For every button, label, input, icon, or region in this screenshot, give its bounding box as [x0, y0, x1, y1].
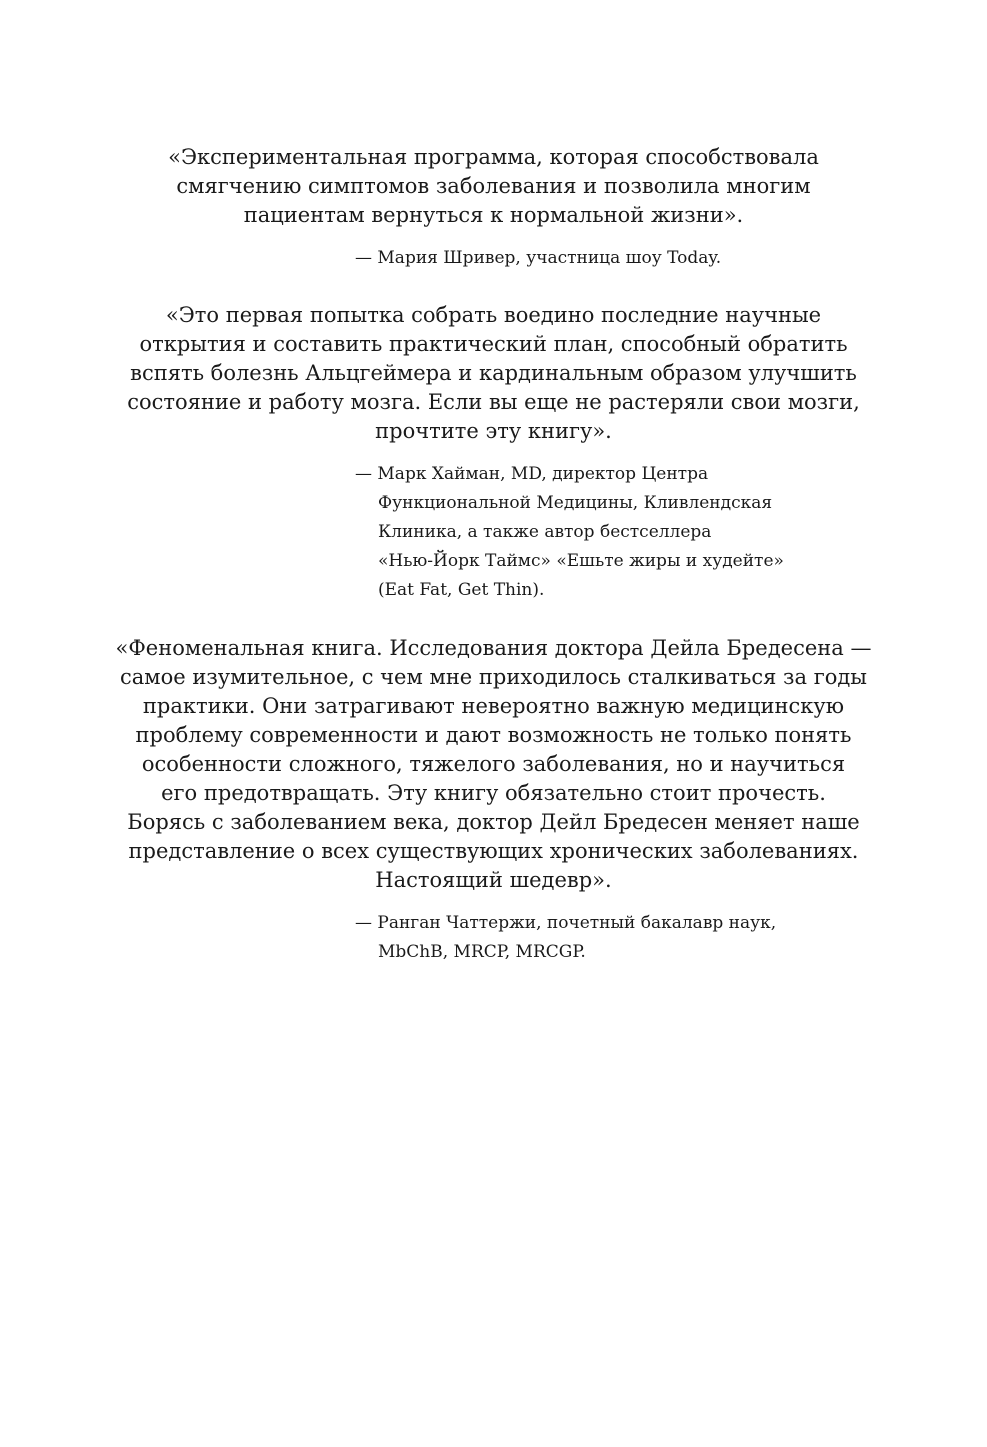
- quote-line: особенности сложного, тяжелого заболевания, но и научиться: [141, 752, 846, 776]
- quote-line: «Это первая попытка собрать воедино последние научные: [165, 303, 822, 327]
- attribution-line: — Ранган Чаттержи, почетный бакалавр наук,: [355, 913, 777, 933]
- testimonial-quote-3: [110, 634, 877, 895]
- quote-line: пациентам вернуться к нормальной жизни».: [243, 203, 744, 227]
- quote-line: Настоящий шедевр».: [375, 868, 612, 892]
- attribution-line: Клиника, а также автор бестселлера: [378, 522, 712, 542]
- quote-line: открытия и составить практический план, способный обратить: [139, 332, 848, 356]
- attribution-line: — Марк Хайман, MD, директор Центра: [355, 464, 709, 484]
- quote-line: «Экспериментальная программа, которая способствовала: [168, 145, 819, 169]
- testimonial-attribution-3: [355, 909, 776, 967]
- quote-line: прочтите эту книгу».: [375, 419, 612, 443]
- quote-line: самое изумительное, с чем мне приходилось сталкиваться за годы: [119, 665, 867, 689]
- testimonial-attribution-1: [355, 244, 721, 273]
- quote-line: состояние и работу мозга. Если вы еще не растеряли свои мозги,: [127, 390, 860, 414]
- attribution-line: «Нью-Йорк Таймс» «Ешьте жиры и худейте»: [378, 551, 784, 571]
- quote-line: Борясь с заболеванием века, доктор Дейл Бредесен меняет наше: [127, 810, 860, 834]
- quote-line: смягчению симптомов заболевания и позволила многим: [176, 174, 811, 198]
- quote-line: проблему современности и дают возможность не только понять: [135, 723, 852, 747]
- quote-line: вспять болезнь Альцгеймера и кардинальным образом улучшить: [130, 361, 857, 385]
- quote-line: «Феноменальная книга. Исследования доктора Дейла Бредесена —: [115, 636, 872, 660]
- testimonial-quote-1: [110, 143, 877, 230]
- testimonial-attribution-2: [355, 460, 784, 605]
- quote-line: представление о всех существующих хронических заболеваниях.: [128, 839, 859, 863]
- testimonial-quote-2: [110, 301, 877, 446]
- attribution-line: MbChB, MRCP, MRCGP.: [378, 942, 586, 962]
- attribution-line: Функциональной Медицины, Кливлендская: [378, 493, 773, 513]
- quote-line: практики. Они затрагивают невероятно важную медицинскую: [142, 694, 845, 718]
- quote-line: его предотвращать. Эту книгу обязательно стоит прочесть.: [161, 781, 826, 805]
- attribution-line: (Eat Fat, Get Thin).: [378, 580, 545, 600]
- attribution-line: — Мария Шривер, участница шоу Today.: [355, 248, 722, 268]
